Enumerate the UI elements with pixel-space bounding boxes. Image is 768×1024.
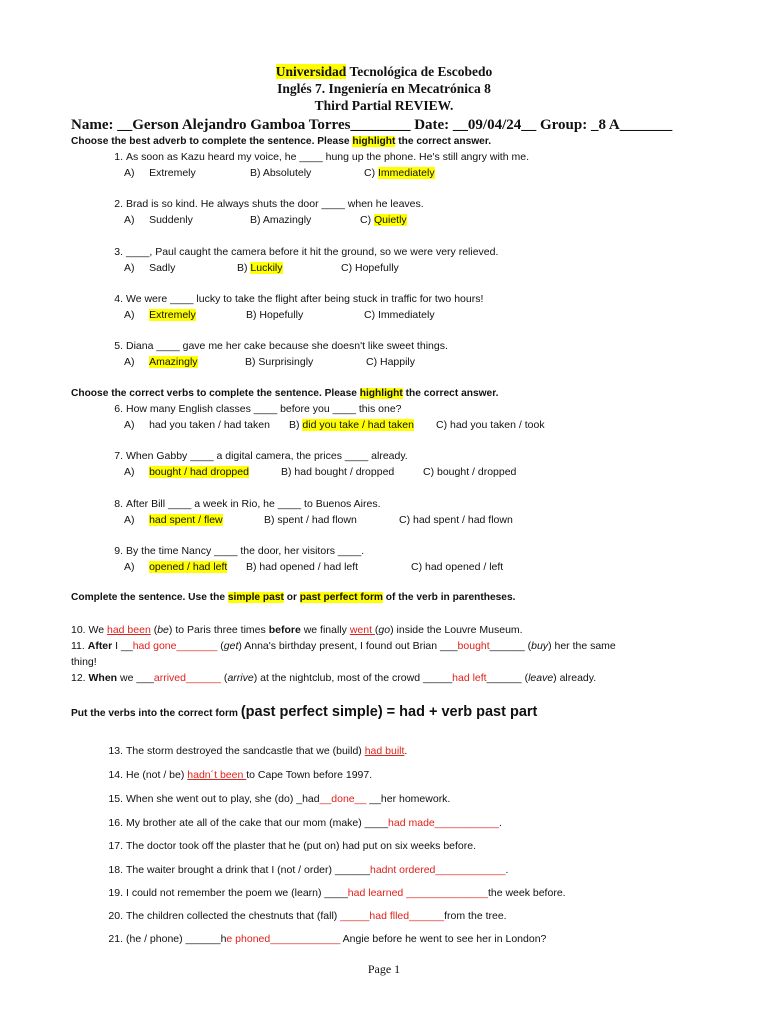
answer: hadn´t been xyxy=(187,769,247,781)
verb: arrive xyxy=(227,672,254,684)
question-8 xyxy=(105,498,381,510)
question-text: Brad is so kind. He always shuts the door ____ when he leaves. xyxy=(126,198,424,210)
instr-highlight: highlight xyxy=(352,136,396,147)
option-c: C) Happily xyxy=(366,356,416,368)
option-text: Suddenly xyxy=(149,214,193,226)
option-label: A) xyxy=(124,561,135,573)
instr-highlight: past perfect form xyxy=(299,592,383,603)
question-text: ____, Paul caught the camera before it hit the ground, so we were very relieved. xyxy=(126,246,499,258)
verb: buy xyxy=(531,640,549,652)
question-text: How many English classes ____ before you ____ this one? xyxy=(126,403,402,415)
question-1 xyxy=(105,151,529,163)
question-9 xyxy=(105,545,364,557)
item-text: My brother ate all of the cake that our mom (make) ____ xyxy=(126,817,389,829)
question-text: After Bill ____ a week in Rio, he ____ to Buenos Aires. xyxy=(126,498,381,510)
text: ) already. xyxy=(553,672,597,684)
selected-answer: Amazingly xyxy=(149,356,198,368)
option-label: A) xyxy=(124,514,135,526)
option-a xyxy=(124,514,223,526)
verb: be xyxy=(157,624,169,636)
text: ______ ( xyxy=(486,672,529,684)
option-b: B) spent / had flown xyxy=(264,514,357,526)
option-b: B) Absolutely xyxy=(250,167,312,179)
answer: __done__ xyxy=(319,793,367,805)
item-18 xyxy=(105,864,508,876)
question-number: 1. xyxy=(114,151,123,163)
question-number: 4. xyxy=(114,293,123,305)
university-highlight: Universidad xyxy=(275,64,347,79)
option-a xyxy=(124,262,175,274)
university-rest: Tecnológica de Escobedo xyxy=(346,64,493,79)
option-label: A) xyxy=(124,167,135,179)
option-a xyxy=(124,419,270,431)
item-text: He (not / be) xyxy=(126,769,188,781)
item-text: The waiter brought a drink that I (not / order) ______ xyxy=(126,864,370,876)
text: we ___ xyxy=(117,672,154,684)
option-b: B) had bought / dropped xyxy=(281,466,395,478)
option-c: C) had you taken / took xyxy=(436,419,545,431)
answer: bought xyxy=(457,640,490,652)
item-17 xyxy=(105,840,476,852)
text: ( xyxy=(217,640,224,652)
option-text: Extremely xyxy=(149,167,196,179)
question-5 xyxy=(105,340,448,352)
instr-text: Complete the sentence. Use the xyxy=(71,592,228,603)
item-text: The storm destroyed the sandcastle that we (build) xyxy=(126,745,365,757)
selected-answer: opened / had left xyxy=(149,561,228,573)
option-a xyxy=(124,561,227,573)
section1-instructions xyxy=(71,136,491,147)
instr-text: Put the verbs into the correct form xyxy=(71,708,241,719)
keyword: After xyxy=(87,640,113,652)
text: 10. We xyxy=(71,624,107,636)
item-text: . xyxy=(505,864,509,876)
selected-answer: did you take / had taken xyxy=(302,419,414,431)
option-label: B) xyxy=(289,419,303,431)
option-c: C) had spent / had flown xyxy=(399,514,513,526)
text: I __ xyxy=(112,640,133,652)
instr-highlight: highlight xyxy=(359,388,403,399)
instr-highlight: simple past xyxy=(227,592,284,603)
option-label: A) xyxy=(124,262,135,274)
option-c xyxy=(364,167,435,179)
option-label: A) xyxy=(124,466,135,478)
option-a xyxy=(124,309,196,321)
item-text: the week before. xyxy=(487,887,566,899)
instr-text: Choose the correct verbs to complete the sentence. Please xyxy=(71,388,360,399)
selected-answer: bought / had dropped xyxy=(149,466,249,478)
item-number: 14. xyxy=(108,769,123,781)
instr-text: Choose the best adverb to complete the sentence. Please xyxy=(71,136,353,147)
answer: hadnt ordered____________ xyxy=(369,864,506,876)
option-label: A) xyxy=(124,356,135,368)
text: ( xyxy=(150,624,158,636)
answer: had left xyxy=(452,672,487,684)
option-c: C) had opened / left xyxy=(411,561,504,573)
text: ) her the same xyxy=(548,640,616,652)
text: ) inside the Louvre Museum. xyxy=(390,624,523,636)
option-label: C) xyxy=(364,167,378,179)
option-b: B) Amazingly xyxy=(250,214,312,226)
verb: leave xyxy=(528,672,554,684)
selected-answer: had spent / flew xyxy=(149,514,223,526)
question-text: When Gabby ____ a digital camera, the prices ____ already. xyxy=(126,450,408,462)
question-3 xyxy=(105,246,498,258)
university-title xyxy=(0,64,768,80)
verb: go xyxy=(378,624,391,636)
keyword: before xyxy=(268,624,301,636)
student-info-line: Name: __Gerson Alejandro Gamboa Torres________ Date: __09/04/24__ Group: _8 A_______ xyxy=(71,117,673,133)
option-c: C) Immediately xyxy=(364,309,435,321)
text: ( xyxy=(374,624,379,636)
sentence-12 xyxy=(71,672,596,684)
answer: had been xyxy=(107,624,151,636)
option-b: B) Hopefully xyxy=(246,309,304,321)
question-number: 6. xyxy=(114,403,123,415)
item-text: (he / phone) ______h xyxy=(126,933,227,945)
item-text: . xyxy=(404,745,408,757)
page-number: Page 1 xyxy=(367,962,401,976)
item-number: 19. xyxy=(108,887,123,899)
option-label: A) xyxy=(124,309,135,321)
answer: e phoned____________ xyxy=(226,933,341,945)
sentence-11 xyxy=(71,640,616,652)
text: ______ ( xyxy=(489,640,532,652)
text: 11. xyxy=(71,640,88,652)
item-15 xyxy=(105,793,450,805)
question-text: We were ____ lucky to take the flight after being stuck in traffic for two hours! xyxy=(126,293,484,305)
option-c: C) Hopefully xyxy=(341,262,399,274)
item-text: to Cape Town before 1997. xyxy=(246,769,373,781)
item-text: __her homework. xyxy=(366,793,451,805)
sentence-10 xyxy=(71,624,523,636)
text: 12. xyxy=(71,672,89,684)
item-14 xyxy=(105,769,372,781)
item-number: 18. xyxy=(108,864,123,876)
instr-text: of the verb in parentheses. xyxy=(382,592,516,603)
question-number: 7. xyxy=(114,450,123,462)
item-number: 16. xyxy=(108,817,123,829)
instr-text: the correct answer. xyxy=(402,388,499,399)
option-label: B) xyxy=(237,262,251,274)
selected-answer: Immediately xyxy=(378,167,435,179)
option-label: A) xyxy=(124,214,135,226)
option-label: A) xyxy=(124,419,135,431)
section2-instructions xyxy=(71,388,498,399)
question-4 xyxy=(105,293,483,305)
option-a xyxy=(124,167,196,179)
option-b xyxy=(237,262,283,274)
item-number: 13. xyxy=(108,745,123,757)
item-number: 21. xyxy=(108,933,123,945)
question-number: 8. xyxy=(114,498,123,510)
answer: _____had flled______ xyxy=(340,910,445,922)
option-c: C) bought / dropped xyxy=(423,466,517,478)
section3-instructions xyxy=(71,592,515,603)
text: ) at the nightclub, most of the crowd _____ xyxy=(253,672,453,684)
question-6 xyxy=(105,403,402,415)
item-text: I could not remember the poem we (learn) ____ xyxy=(126,887,348,899)
question-text: As soon as Kazu heard my voice, he ____ hung up the phone. He's still angry with me. xyxy=(126,151,529,163)
question-number: 9. xyxy=(114,545,123,557)
text: ( xyxy=(221,672,228,684)
option-b: B) Surprisingly xyxy=(245,356,314,368)
item-text: The children collected the chestnuts that (fall) xyxy=(126,910,341,922)
review-title: Third Partial REVIEW. xyxy=(314,98,454,113)
option-b: B) had opened / had left xyxy=(246,561,359,573)
item-number: 15. xyxy=(108,793,123,805)
keyword: When xyxy=(88,672,118,684)
item-text: When she went out to play, she (do) _had xyxy=(126,793,320,805)
instr-text: the correct answer. xyxy=(395,136,492,147)
item-text: from the tree. xyxy=(444,910,507,922)
selected-answer: Luckily xyxy=(250,262,283,274)
section4-instructions xyxy=(71,704,537,720)
question-7 xyxy=(105,450,408,462)
text: we finally xyxy=(300,624,350,636)
selected-answer: Quietly xyxy=(374,214,407,226)
answer: had built xyxy=(364,745,405,757)
question-number: 3. xyxy=(114,246,123,258)
question-text: Diana ____ gave me her cake because she doesn't like sweet things. xyxy=(126,340,448,352)
option-a xyxy=(124,214,193,226)
answer: arrived______ xyxy=(153,672,222,684)
question-number: 2. xyxy=(114,198,123,210)
instr-text: or xyxy=(283,592,300,603)
item-text: The doctor took off the plaster that he (put on) had put on six weeks before. xyxy=(126,840,477,852)
item-13 xyxy=(105,745,407,757)
item-20 xyxy=(105,910,507,922)
item-21 xyxy=(105,933,546,945)
item-text: Angie before he went to see her in London? xyxy=(340,933,547,945)
item-number: 17. xyxy=(108,840,123,852)
sentence-11-continued: thing! xyxy=(71,656,97,668)
option-b xyxy=(289,419,414,431)
question-number: 5. xyxy=(114,340,123,352)
answer: had made___________ xyxy=(388,817,499,829)
text: ) Anna's birthday present, I found out Brian ___ xyxy=(238,640,458,652)
option-text: had you taken / had taken xyxy=(149,419,270,431)
answer: had learned ______________ xyxy=(347,887,488,899)
option-c xyxy=(360,214,407,226)
option-a xyxy=(124,466,249,478)
option-label: C) xyxy=(360,214,374,226)
item-text: . xyxy=(498,817,502,829)
question-text: By the time Nancy ____ the door, her visitors ____. xyxy=(126,545,365,557)
item-16 xyxy=(105,817,502,829)
option-text: Sadly xyxy=(149,262,176,274)
question-2 xyxy=(105,198,424,210)
answer: had gone_______ xyxy=(132,640,218,652)
item-19 xyxy=(105,887,566,899)
instr-formula: (past perfect simple) = had + verb past part xyxy=(240,704,538,720)
selected-answer: Extremely xyxy=(149,309,196,321)
course-title: Inglés 7. Ingeniería en Mecatrónica 8 xyxy=(277,81,491,96)
text: ) to Paris three times xyxy=(168,624,269,636)
answer: went xyxy=(349,624,375,636)
verb: get xyxy=(223,640,239,652)
item-number: 20. xyxy=(108,910,123,922)
option-a xyxy=(124,356,198,368)
